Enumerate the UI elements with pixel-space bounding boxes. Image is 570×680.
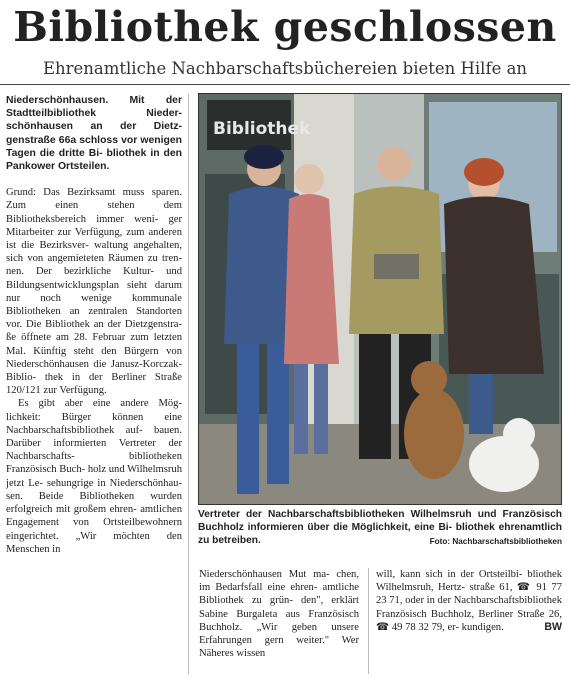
- headline: Bibliothek geschlossen: [13, 3, 557, 51]
- sign-text: Bibliothek: [213, 119, 311, 139]
- article-column-3: [376, 568, 562, 634]
- article-paragraph-3: Niederschönhausen Mut ma- chen, im Bedarfsfall eine ehren- amtliche Bibliothek zu grün- den", erklärt Sabine Burgaleta aus Französisch Buchholz. „Wir geben unsere Erfahrungen gern weiter." Wer Näheres wissen: [199, 569, 359, 660]
- article-paragraph-2: Es gibt aber eine andere Mög- lichkeit: Bürger können eine Nachbarschaftsbibliothek auf- bauen. Darüber informierten Vertreter der Nachbarschafts- bibliotheken Französisch Buch- holz und Wilhelmsruh jetzt Le- sehungrige in Niederschönhau- sen. Beide Bibliotheken wurden erfolgreich mit großem ehren- amtlichen Engagement von Ortsteilbewohnern eingerichtet. „Wir möchten den Menschen in: [6, 398, 182, 555]
- article-column-1: [6, 94, 182, 556]
- photo-credit: Foto: Nachbarschaftsbibliotheken: [429, 537, 562, 546]
- divider-top: [0, 84, 570, 85]
- article-paragraph-1: Grund: Das Bezirksamt muss sparen. Zum einen stehen dem Bibliotheksbereich immer weni- ger Mitarbeiter zur Verfügung, zum anderen ist die Bezirksver- waltung angehalten, sich von angemieteten Räumen zu tren- nen. Der bezirkliche Kultur- und Bildungsentwicklungsplan sieht darum nur noch wenige kommunale Bibliotheken an zentralen Standorten vor. Die Bibliothek an der Dietzgenstra- ße öffnete am 28. Februar zum letzten Mal. Künftig steht den Bürgern von Niederschönhausen die Janusz-Korczak-Biblio- thek in der Berliner Straße 120/121 zur Verfügung.: [6, 187, 182, 397]
- article-photo: [198, 93, 562, 505]
- article-paragraph-4: [376, 568, 562, 634]
- article-lead: Niederschönhausen. Mit der Stadtteilbibliothek Nieder- schönhausen an der Dietz- genstraße 66a schloss vor wenigen Tagen die dritte Bi- bliothek in den Pankower Ortsteilen.: [6, 95, 182, 173]
- photo-caption: [198, 508, 562, 548]
- photo-illustration: [199, 94, 562, 505]
- article-column-2: [199, 568, 359, 660]
- article-paragraph-4-text: will, kann sich in der Ortsteilbi- bliothek Wilhelmsruh, Hertz- straße 61, ☎ 91 77 23 71, oder in der Nachbarschaftsbibliothek Französisch Buchholz, Berliner Straße 26, ☎ 49 78 32 79, er- kundigen.: [376, 569, 562, 633]
- column-divider-2: [368, 568, 369, 674]
- column-divider: [188, 94, 189, 674]
- author-initials: BW: [544, 620, 562, 633]
- caption-text: Vertreter der Nachbarschaftsbibliotheken Wilhelmsruh und Französisch Buchholz informieren über die Möglichkeit, eine Bi- bliothek ehrenamtlich zu betreiben.: [198, 509, 562, 546]
- subheadline: Ehrenamtliche Nachbarschaftsbüchereien bieten Hilfe an: [42, 59, 528, 78]
